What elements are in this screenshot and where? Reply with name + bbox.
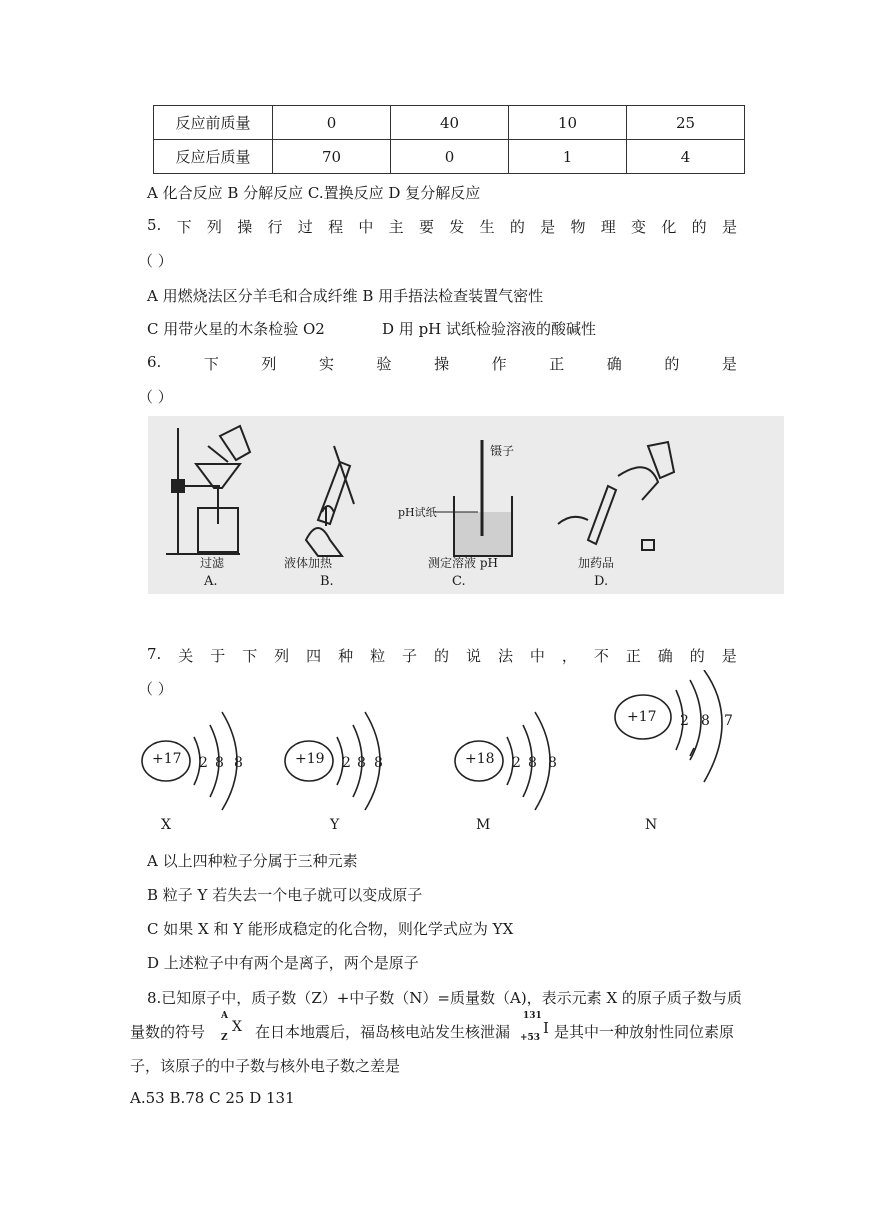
particle-x-shell-1: 2 — [199, 755, 208, 771]
q8-line-2a: 量数的符号 — [130, 1023, 206, 1041]
q8-line-2c: 是其中一种放射性同位素原 — [554, 1023, 735, 1041]
fig-letter-b: B. — [320, 574, 334, 589]
stem-char: 是 — [540, 218, 556, 236]
q8-iso-proton: +53 — [520, 1033, 541, 1043]
stem-char: 行 — [267, 218, 283, 236]
particle-n-shell-1: 2 — [680, 713, 689, 729]
q8-iso-element: I — [543, 1019, 549, 1037]
particle-m-shell-3: 8 — [548, 755, 557, 771]
stem-char: 四 — [306, 647, 322, 665]
stem-char: 程 — [328, 218, 344, 236]
table-row — [154, 140, 745, 174]
stem-char: 实 — [318, 355, 334, 373]
q7-paren: （ ） — [138, 680, 173, 698]
stem-char: ， — [561, 647, 577, 665]
stem-char: 物 — [570, 218, 586, 236]
stem-char: 种 — [338, 647, 354, 665]
q8-iso-mass: 131 — [523, 1011, 542, 1021]
stem-char: 的 — [434, 647, 450, 665]
q6-paren: （ ） — [138, 388, 173, 406]
particle-m-shell-1: 2 — [512, 755, 521, 771]
particle-m-shell-2: 8 — [528, 755, 537, 771]
q7-option-a: A 以上四种粒子分属于三种元素 — [147, 852, 358, 870]
q8-line-1: 8.已知原子中，质子数（Z）+中子数（N）=质量数（A)，表示元素 X 的原子质子数与质 — [147, 989, 742, 1007]
particle-diagrams — [0, 670, 869, 840]
q7-stem — [147, 645, 737, 666]
stem-char: 列 — [261, 355, 277, 373]
particle-x-nucleus: +17 — [152, 751, 182, 767]
fig-label-c: 测定溶液 pH — [428, 556, 498, 570]
q6-stem — [147, 353, 737, 374]
particle-x-shell-2: 8 — [215, 755, 224, 771]
stem-char: 是 — [721, 647, 737, 665]
particle-n-shell-3: 7 — [724, 713, 733, 729]
stem-char: 下 — [242, 647, 258, 665]
fig-letter-c: C. — [452, 574, 466, 589]
table-cell: 40 — [391, 106, 509, 140]
stem-char: 主 — [388, 218, 404, 236]
table-cell: 4 — [627, 140, 745, 174]
particle-n-shell-2: 8 — [701, 713, 710, 729]
fig-label-a: 过滤 — [200, 556, 225, 570]
stem-char: 下 — [203, 355, 219, 373]
stem-char: 5. — [147, 216, 162, 234]
q8-symbol-mass: A — [221, 1011, 228, 1021]
stem-char: 的 — [509, 218, 525, 236]
q8-options: A.53 B.78 C 25 D 131 — [130, 1089, 295, 1107]
mass-table — [153, 105, 745, 174]
table-cell: 反应前质量 — [154, 106, 273, 140]
q8-symbol-element: X — [232, 1019, 242, 1035]
stem-char: 列 — [274, 647, 290, 665]
stem-char: 生 — [479, 218, 495, 236]
table-cell: 反应后质量 — [154, 140, 273, 174]
fig-label-b: 液体加热 — [284, 556, 333, 570]
stem-char: 正 — [549, 355, 565, 373]
fig-label-d: 加药品 — [578, 556, 615, 570]
stem-char: 发 — [449, 218, 465, 236]
stem-char: 操 — [237, 218, 253, 236]
lab-operations-figure — [148, 416, 784, 594]
stem-char: 下 — [176, 218, 192, 236]
q5-paren: （ ） — [138, 252, 173, 270]
stem-char: 中 — [529, 647, 545, 665]
particle-y-shell-3: 8 — [374, 755, 383, 771]
stem-char: 中 — [358, 218, 374, 236]
fig-letter-a: A. — [204, 574, 218, 589]
stem-char: 关 — [178, 647, 194, 665]
stem-char: 确 — [657, 647, 673, 665]
q5-stem — [147, 216, 737, 237]
particle-n-name: N — [645, 817, 658, 833]
table-cell: 0 — [391, 140, 509, 174]
q4-options: A 化合反应 B 分解反应 C.置换反应 D 复分解反应 — [147, 184, 481, 202]
particle-y-nucleus: +19 — [295, 751, 325, 767]
q7-option-c: C 如果 X 和 Y 能形成稳定的化合物，则化学式应为 YX — [147, 920, 514, 938]
stem-char: 法 — [497, 647, 513, 665]
table-cell: 0 — [273, 106, 391, 140]
stem-char: 过 — [297, 218, 313, 236]
table-row — [154, 106, 745, 140]
stem-char: 7. — [147, 645, 162, 663]
particle-m-nucleus: +18 — [465, 751, 495, 767]
particle-y-shell-1: 2 — [342, 755, 351, 771]
q5-option-ab: A 用燃烧法区分羊毛和合成纤维 B 用手捂法检查装置气密性 — [147, 287, 544, 305]
stem-char: 操 — [434, 355, 450, 373]
stem-char: 列 — [206, 218, 222, 236]
q8-line-3: 子，该原子的中子数与核外电子数之差是 — [130, 1057, 401, 1075]
fig-tweezers-label: 镊子 — [490, 444, 515, 458]
stem-char: 作 — [491, 355, 507, 373]
stem-char: 正 — [625, 647, 641, 665]
stem-char: 粒 — [370, 647, 386, 665]
stem-char: 化 — [661, 218, 677, 236]
table-cell: 10 — [509, 106, 627, 140]
stem-char: 的 — [691, 218, 707, 236]
particle-x-name: X — [161, 817, 171, 833]
table-cell: 70 — [273, 140, 391, 174]
particle-x-shell-3: 8 — [234, 755, 243, 771]
stem-char: 的 — [689, 647, 705, 665]
stem-char: 是 — [721, 218, 737, 236]
stem-char: 变 — [631, 218, 647, 236]
stem-char: 说 — [465, 647, 481, 665]
q8-line-2b: 在日本地震后，福岛核电站发生核泄漏 — [255, 1023, 511, 1041]
stem-char: 是 — [721, 355, 737, 373]
q8-symbol-proton: Z — [221, 1033, 228, 1043]
q5-option-c: C 用带火星的木条检验 O2 — [147, 320, 325, 338]
particle-n-nucleus: +17 — [627, 709, 657, 725]
q7-option-d: D 上述粒子中有两个是离子，两个是原子 — [147, 954, 419, 972]
stem-char: 于 — [210, 647, 226, 665]
table-cell: 25 — [627, 106, 745, 140]
stem-char: 的 — [664, 355, 680, 373]
particle-y-shell-2: 8 — [357, 755, 366, 771]
stem-char: 验 — [376, 355, 392, 373]
fig-letter-d: D. — [594, 574, 609, 589]
stem-char: 6. — [147, 353, 162, 371]
stem-char: 不 — [593, 647, 609, 665]
q5-option-d: D 用 pH 试纸检验溶液的酸碱性 — [382, 320, 597, 338]
stem-char: 理 — [600, 218, 616, 236]
q7-option-b: B 粒子 Y 若失去一个电子就可以变成原子 — [147, 886, 423, 904]
stem-char: 要 — [418, 218, 434, 236]
particle-m-name: M — [476, 817, 491, 833]
particle-y-name: Y — [330, 817, 340, 833]
fig-ph-paper-label: pH试纸 — [398, 506, 437, 519]
stem-char: 确 — [606, 355, 622, 373]
table-cell: 1 — [509, 140, 627, 174]
stem-char: 子 — [402, 647, 418, 665]
